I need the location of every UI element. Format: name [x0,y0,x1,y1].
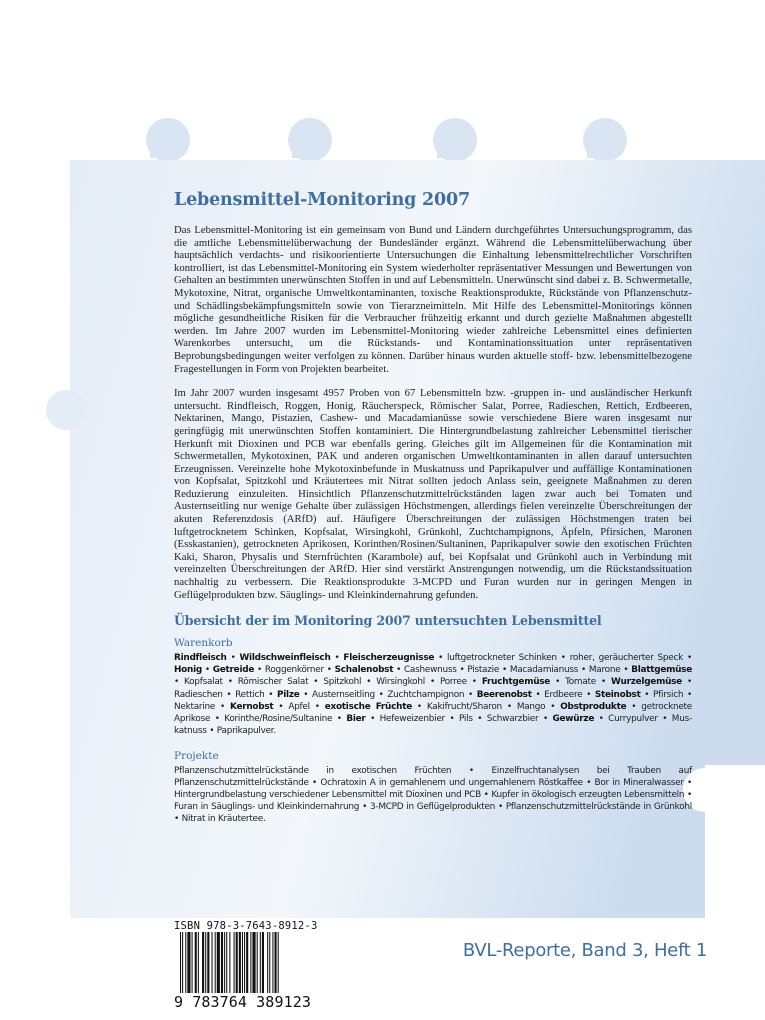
warenkorb-item: Kernobst [230,701,274,712]
warenkorb-item: Macadamianuss [509,665,579,676]
warenkorb-item: Nektarine [174,701,216,712]
warenkorb-item: Apfel [288,701,310,712]
warenkorb-item: Radieschen [174,689,223,700]
warenkorb-list: Rindfleisch • Wildschweinfleisch • Fleischerzeugnisse • luftgetrockneter Schinken • roher, geräucherter Speck • Honig • Getreide • Roggenkörner • Schalenobst • Cashewnuss • Pistazie • Macadamianuss • Marone • Blattgemüse • Kopfsalat • Römischer Salat • Spitzkohl • Wirsingkohl • Porree • Fruchtgemüse • Tomate • Wurzelgemüse • Radieschen • Rettich • Pilze • Austernseitling • Zuchtchampignon • Beerenobst • Erdbeere • Steinobst • Pfirsich • Nektarine • Kernobst • Apfel • exotische Früchte • Kakifrucht/Sharon • Mango • Obstprodukte • getrocknete Aprikose • Korinthe/Rosine/Sultanine • Bier • Hefeweizenbier • Pils • Schwarzbier • Gewürze • Currypulver • Mus-katnuss • Paprikapulver. [174,653,692,736]
projekte-list: Pflanzenschutzmittelrückstände in exotischen Früchten • Einzelfruchtanalysen bei Trauben auf Pflanzenschutzmittelrückstände • Ochratoxin A in gemahlenem und ungemahlenem Röstkaffee • Bor in Mineralwasser • Hintergrundbelastung verschiedener Lebensmittel mit Dioxinen und PCB • Kupfer in ökologisch erzeugten Lebensmitteln • Furan in Säuglings- und Kleinkindernahrung • 3-MCPD in Geflügelprodukten • Pflanzenschutzmittelrückstände in Grünkohl • Nitrat in Kräutertee. [174,765,693,825]
warenkorb-item: Spitzkohl [323,677,362,688]
warenkorb-item: Marone [588,665,621,676]
projekt-item: 3-MCPD in Geflügelprodukten [369,802,496,813]
warenkorb-item: exotische Früchte [324,701,412,712]
warenkorb-item: Honig [174,665,202,676]
warenkorb-item: Porree [439,677,467,688]
warenkorb-item: Cashewnuss [403,665,457,676]
warenkorb-item: Blattgemüse [631,665,692,676]
series-title: BVL-Reporte, Band 3, Heft 1 [462,940,707,961]
warenkorb-item: Currypulver [608,713,658,724]
warenkorb-item: Schalenobst [334,665,394,676]
projekt-item: Kupfer in ökologisch erzeugten Lebensmitteln [491,790,685,801]
warenkorb-item: Rettich [235,689,265,700]
warenkorb-item: Mus-katnuss [174,713,692,736]
warenkorb-item: Römischer Salat [237,677,309,688]
warenkorb-item: Hefeweizenbier [379,713,445,724]
projekte-heading: Projekte [174,749,219,762]
warenkorb-item: Schwarzbier [486,713,539,724]
projekt-item: Pflanzenschutzmittelrückstände in exotischen Früchten [174,765,452,776]
warenkorb-item: Tomate [565,677,596,688]
warenkorb-item: Wurzelgemüse [610,677,682,688]
warenkorb-item: Pilze [277,689,300,700]
warenkorb-item: Zuchtchampignon [387,689,465,700]
warenkorb-item: Pfirsich [653,689,684,700]
isbn-label: ISBN 978-3-7643-8912-3 [174,920,318,932]
projekt-item: Ochratoxin A in gemahlenem und ungemahlenem Röstkaffee [320,777,583,788]
warenkorb-item: Bier [346,713,366,724]
overview-heading: Übersicht der im Monitoring 2007 untersuchten Lebensmittel [174,613,602,629]
warenkorb-item: Kopfsalat [184,677,223,688]
warenkorb-item: Beerenobst [476,689,532,700]
warenkorb-item: Rindfleisch [174,653,227,664]
ean-digits: 9 783764 389123 [174,993,311,1011]
warenkorb-item: Fleischerzeugnisse [343,653,435,664]
projekt-item: Hintergrundbelastung verschiedener Lebensmittel mit Dioxinen und PCB [174,790,481,801]
warenkorb-item: Austernseitling [312,689,375,700]
warenkorb-item: Mango [516,701,546,712]
results-paragraph: Im Jahr 2007 wurden insgesamt 4957 Proben von 67 Lebensmitteln bzw. -gruppen in- und ausländischer Herkunft untersucht. Rindfleisch, Roggen, Honig, Räucherspeck, Römischer Salat, Porree, Radieschen, Rettich, Erdbeeren, Nektarinen, Mango, Pistazien, Cashew- und Macadamianüsse sowie verschiedene Biere waren insgesamt nur geringfügig mit unerwünschten Stoffen kontaminiert. Die Hintergrundbelastung zahlreicher Lebensmittel tierischer Herkunft mit Dioxinen und PCB war ebenfalls gering. Gleiches gilt im Allgemeinen für die Kontamination mit Schwermetallen, Mykotoxinen, PAK und anderen organischen Umweltkontaminanten in allen darauf untersuchten Erzeugnissen. Vereinzelte hohe Mykotoxinbefunde in Muskatnuss und Paprikapulver und auffällige Kontaminationen von Kopfsalat, Spitzkohl und Kräutertees mit Nitrat sollten jedoch Anlass sein, geeignete Maßnahmen zu deren Reduzierung einzuleiten. Hinsichtlich Pflanzenschutzmittelrückständen lagen zwar auch bei Tomaten und Austernseitling nur wenige Gehalte über zulässigen Höchstmengen, allerdings fielen vereinzelte Überschreitungen der akuten Referenzdosis (ARfD) auf. Häufigere Überschreitungen der zulässigen Höchstmengen traten bei luftgetrocknetem Schinken, Kopfsalat, Wirsingkohl, Grünkohl, Zuchtchampignons, Äpfeln, Pfirsichen, Maronen (Esskastanien), getrockneten Aprikosen, Korinthen/Rosinen/Sultaninen, Paprikapulver sowie den exotischen Früchten Kaki, Sharon, Physalis und Sternfrüchten (Karambole) auf, bei Kopfsalat und Grünkohl auch in Verbindung mit vereinzelten Überschreitungen der ARfD. Hier sind verstärkt Anstrengungen notwendig, um die Rückstandssituation nachhaltig zu verbessern. Die Reaktionsprodukte 3-MCPD und Furan wurden nur in geringen Mengen in Geflügelprodukten bzw. Säuglings- und Kleinkindernahrung gefunden. [174,387,692,601]
warenkorb-item: getrocknete Aprikose [174,701,692,724]
projekt-item: Furan in Säuglings- und Kleinkindernahrung [174,802,360,813]
warenkorb-item: Pils [459,713,473,724]
warenkorb-item: Obstprodukte [560,701,627,712]
warenkorb-item: Kakifrucht/Sharon [426,701,502,712]
main-content [174,190,692,838]
page-title: Lebensmittel-Monitoring 2007 [174,190,470,210]
warenkorb-item: Korinthe/Rosine/Sultanine [224,713,333,724]
projekt-item: Pflanzenschutzmittelrückstände in Grünkohl [505,802,692,813]
warenkorb-item: Wildschweinfleisch [239,653,331,664]
projekt-item: Bor in Mineralwasser [594,777,684,788]
warenkorb-item: Pistazie [467,665,500,676]
intro-paragraph: Das Lebensmittel-Monitoring ist ein gemeinsam von Bund und Ländern durchgeführtes Untersuchungsprogramm, das die amtliche Lebensmittelüberwachung der Bundesländer ergänzt. Während die Lebensmittelüberwachung über hauptsächlich verdachts- und risikoorientierte Untersuchungen die Einhaltung lebensmittelrechtlicher Vorschriften kontrolliert, ist das Lebensmittel-Monitoring ein System wiederholter repräsentativer Messungen und Bewertungen von Gehalten an bestimmten unerwünschten Stoffen in und auf Lebensmitteln. Unerwünscht sind dabei z. B. Schwermetalle, Mykotoxine, Nitrat, organische Umweltkontaminanten, toxische Reaktionsprodukte, Rückstände von Pflanzenschutz- und Schädlingsbekämpfungsmitteln sowie von Tierarzneimitteln. Mit Hilfe des Lebensmittel-Monitorings können mögliche gesundheitliche Risiken für die Verbraucher frühzeitig erkannt und durch gezielte Maßnahmen abgestellt werden. Im Jahre 2007 wurden im Lebensmittel-Monitoring wieder zahlreiche Lebensmittel eines definierten Warenkorbes untersucht, um die Rückstands- und Kontaminationssituation unter repräsentativen Beprobungsbedingungen weiter verfolgen zu können. Darüber hinaus wurden aktuelle stoff- bzw. lebensmittelbezogene Fragestellungen in Form von Projekten bearbeitet. [174,224,692,375]
warenkorb-item: Erdbeere [544,689,583,700]
warenkorb-item: roher, geräucherter Speck [569,653,684,664]
warenkorb-item: Paprikapulver. [216,725,276,736]
warenkorb-item: Steinobst [594,689,641,700]
warenkorb-item: Roggenkörner [264,665,324,676]
projekt-item: Einzelfruchtanalysen bei Trauben auf Pflanzenschutzmittelrückstände [174,765,692,788]
warenkorb-item: Wirsingkohl [376,677,425,688]
projekt-item: Nitrat in Kräutertee. [181,814,266,825]
warenkorb-item: Fruchtgemüse [481,677,551,688]
warenkorb-heading: Warenkorb [174,637,233,650]
warenkorb-item: luftgetrockneter Schinken [447,653,557,664]
warenkorb-item: Getreide [212,665,255,676]
warenkorb-item: Gewürze [552,713,595,724]
